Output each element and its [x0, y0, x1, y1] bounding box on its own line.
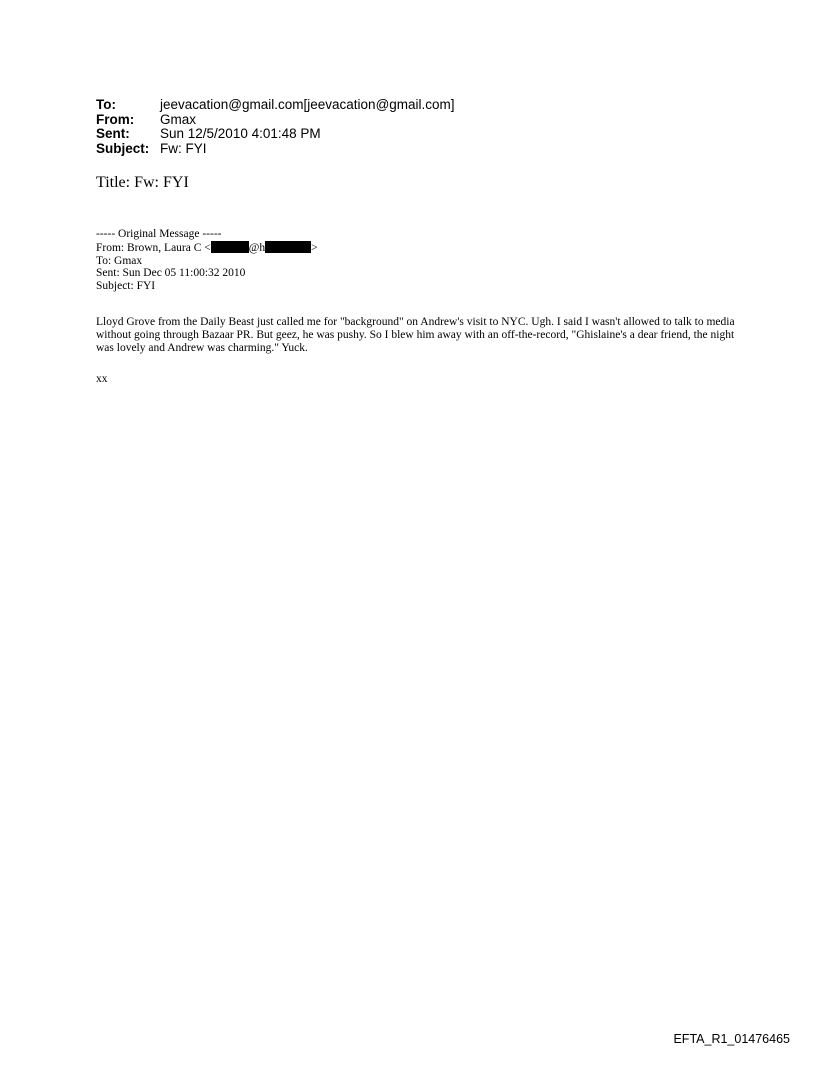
- sent-value: Sun 12/5/2010 4:01:48 PM: [160, 126, 321, 141]
- original-from-suffix: >: [311, 241, 318, 254]
- message-body: Lloyd Grove from the Daily Beast just called me for "background" on Andrew's visit to NYC. Ugh. I said I wasn't allowed to talk to media without going through Bazaar PR. But geez, he was pushy. So I blew him away with an off-the-record, "Ghislaine's a dear friend, the night was lovely and Andrew was charming." Yuck.: [96, 316, 735, 354]
- document-id: EFTA_R1_01476465: [673, 1032, 790, 1046]
- redaction-box: [265, 241, 311, 253]
- original-to: To: Gmax: [96, 254, 143, 267]
- original-subject: Subject: FYI: [96, 280, 156, 293]
- original-from-mid: @h: [248, 241, 266, 254]
- subject-value: Fw: FYI: [160, 140, 207, 156]
- original-from: [96, 241, 318, 255]
- from-label: From:: [96, 111, 135, 127]
- original-separator: ----- Original Message -----: [96, 228, 222, 240]
- to-label: To:: [96, 97, 116, 112]
- sent-row: [96, 127, 455, 142]
- signoff: xx: [96, 373, 108, 385]
- to-row: [96, 98, 455, 113]
- original-message: [96, 228, 318, 293]
- subject-row: [96, 142, 455, 157]
- original-from-prefix: From: Brown, Laura C <: [96, 241, 211, 254]
- from-row: [96, 113, 455, 128]
- sent-label: Sent:: [96, 126, 130, 141]
- from-value: Gmax: [160, 111, 197, 127]
- to-value: jeevacation@gmail.com[jeevacation@gmail.com]: [160, 97, 455, 112]
- document-title: Title: Fw: FYI: [96, 174, 189, 191]
- redaction-box: [211, 241, 249, 253]
- subject-label: Subject:: [96, 140, 150, 156]
- email-header: [96, 98, 455, 156]
- original-sent: Sent: Sun Dec 05 11:00:32 2010: [96, 267, 246, 280]
